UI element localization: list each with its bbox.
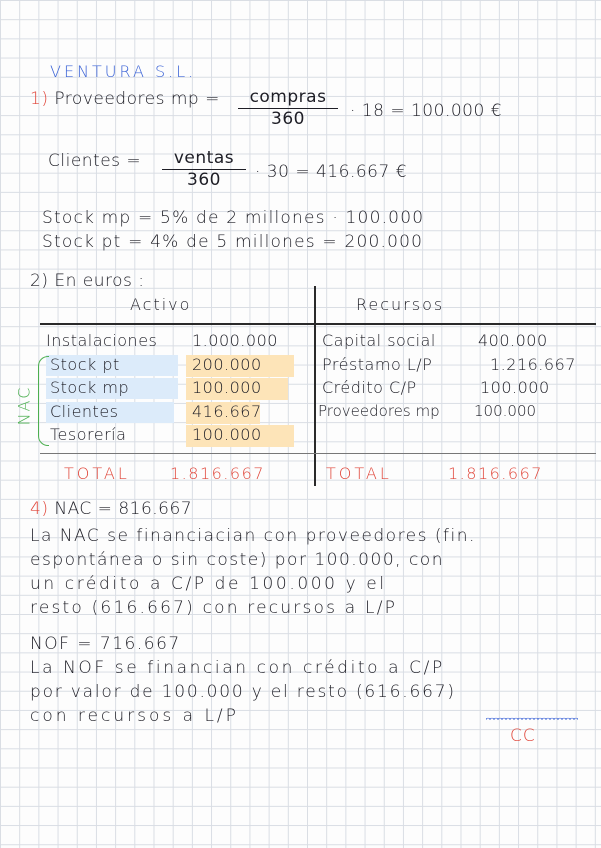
recursos-row-value: 400.000 bbox=[478, 331, 548, 350]
section-1-number: 1) bbox=[30, 89, 49, 109]
recursos-row-value: 1.216.667 bbox=[490, 355, 576, 374]
activo-header: Activo bbox=[130, 295, 192, 314]
recursos-row-label: Capital social bbox=[322, 331, 436, 350]
paragraph-2-line: con recursos a L/P bbox=[30, 706, 239, 726]
paragraph-2-line: La NOF se financian con crédito a C/P bbox=[30, 658, 445, 678]
cc-underline-squiggle bbox=[486, 716, 578, 720]
activo-row-value: 200.000 bbox=[192, 355, 262, 374]
total-separator-line bbox=[40, 453, 596, 454]
nac-label: NAC bbox=[14, 385, 34, 426]
total-recursos-label: TOTAL bbox=[326, 464, 392, 483]
t-account-horizontal-line bbox=[40, 323, 596, 325]
fraction-denominator: 360 bbox=[271, 109, 305, 129]
recursos-row-label: Proveedores mp bbox=[318, 402, 440, 420]
activo-row-value: 1.000.000 bbox=[192, 331, 278, 350]
paragraph-2-line: por valor de 100.000 y el resto (616.667) bbox=[30, 682, 456, 702]
recursos-row-label: Crédito C/P bbox=[322, 378, 417, 397]
stock-pt-line: Stock pt = 4% de 5 millones = 200.000 bbox=[42, 232, 424, 252]
recursos-row-value: 100.000 bbox=[480, 378, 550, 397]
activo-row-label: Stock pt bbox=[50, 355, 120, 374]
activo-row-label: Stock mp bbox=[50, 378, 130, 397]
section-4-number: 4) bbox=[30, 499, 49, 519]
proveedores-rhs: · 18 = 100.000 € bbox=[350, 101, 503, 121]
section-2-heading bbox=[30, 271, 145, 291]
fraction-ventas bbox=[160, 148, 248, 190]
paragraph-1-line: resto (616.667) con recursos a L/P bbox=[30, 598, 398, 618]
activo-row-value: 100.000 bbox=[192, 378, 262, 397]
fraction-denominator: 360 bbox=[187, 170, 221, 190]
recursos-row-value: 100.000 bbox=[474, 402, 537, 420]
recursos-row-label: Préstamo L/P bbox=[322, 355, 433, 374]
nac-brace bbox=[38, 356, 49, 446]
ventas-numerator: ventas bbox=[173, 148, 235, 168]
total-recursos-value: 1.816.667 bbox=[448, 464, 543, 483]
t-account-vertical-line bbox=[314, 286, 316, 486]
section-4-heading bbox=[30, 499, 192, 519]
paragraph-1-line: La NAC se financiacian con proveedores (fin. bbox=[30, 526, 476, 546]
activo-row-label: Clientes bbox=[50, 402, 119, 421]
section-2-heading-text: 2) En euros : bbox=[30, 271, 145, 291]
clientes-lhs: Clientes = bbox=[48, 151, 142, 171]
total-activo-value: 1.816.667 bbox=[170, 464, 265, 483]
stock-mp-line: Stock mp = 5% de 2 millones · 100.000 bbox=[42, 208, 425, 228]
activo-row-label: Instalaciones bbox=[46, 331, 158, 350]
section-1-line-proveedores bbox=[30, 89, 220, 109]
nof-value: NOF = 716.667 bbox=[30, 634, 181, 654]
compras-numerator: compras bbox=[249, 87, 327, 107]
paragraph-1-line: un crédito a C/P de 100.000 y el bbox=[30, 574, 387, 594]
cc-annotation: CC bbox=[510, 726, 536, 746]
activo-row-label: Tesorería bbox=[50, 425, 127, 444]
nac-value: NAC = 816.667 bbox=[54, 499, 193, 519]
company-title: VENTURA S.L. bbox=[50, 62, 197, 81]
fraction-compras bbox=[236, 87, 340, 129]
activo-row-value: 416.667 bbox=[192, 402, 262, 421]
clientes-rhs: · 30 = 416.667 € bbox=[255, 162, 408, 182]
total-activo-label: TOTAL bbox=[64, 464, 130, 483]
proveedores-lhs: Proveedores mp = bbox=[54, 89, 220, 109]
recursos-header: Recursos bbox=[356, 295, 445, 314]
paragraph-1-line: espontánea o sin coste) por 100.000, con bbox=[30, 550, 444, 570]
activo-row-value: 100.000 bbox=[192, 425, 262, 444]
